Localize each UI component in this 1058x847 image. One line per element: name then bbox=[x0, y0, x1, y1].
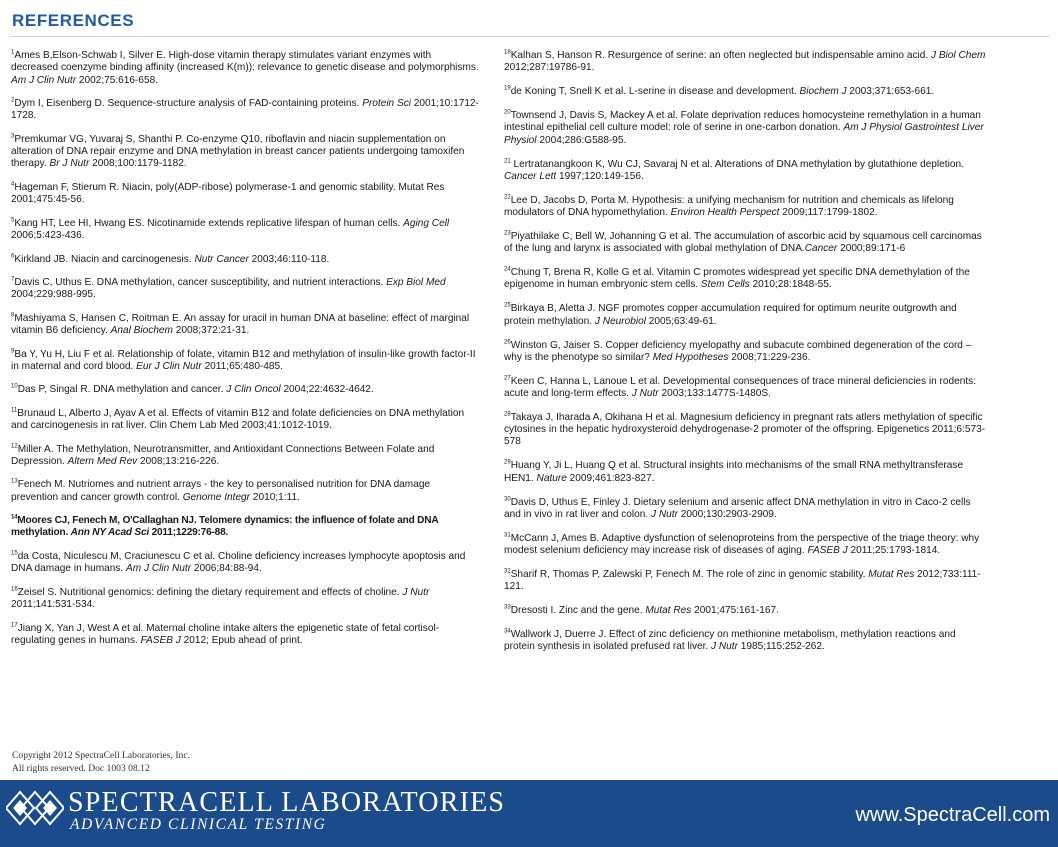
reference-item bbox=[11, 551, 479, 576]
reference-number: 23 bbox=[504, 230, 511, 237]
reference-text: Das P, Singal R. DNA methylation and cancer. bbox=[17, 384, 227, 396]
reference-text: 2008;100:1179-1182. bbox=[89, 158, 187, 170]
reference-text: Hageman F, Stierum R. Niacin, poly(ADP-ribose) polymerase-1 and genomic stability. Mutat Res 2001;475:45-56. bbox=[11, 181, 445, 206]
footer-banner bbox=[0, 780, 1058, 847]
journal-title: Nutr Cancer bbox=[194, 253, 249, 265]
rights-line: All rights reserved. Doc 1003 08.12 bbox=[12, 763, 150, 774]
reference-item bbox=[11, 50, 479, 87]
reference-text: Wallwork J, Duerre J. Effect of zinc deficiency on methionine metabolism, methylation reactions and protein synthesis in isolated prefused rat liver. bbox=[504, 629, 956, 653]
reference-text: 2002;75:616-658. bbox=[76, 74, 159, 86]
journal-title: J Nutr bbox=[631, 387, 659, 399]
journal-title: J Clin Oncol bbox=[226, 384, 281, 396]
journal-title: Environ Health Perspect bbox=[670, 207, 780, 219]
references-right-column bbox=[504, 50, 989, 665]
reference-number: 26 bbox=[504, 339, 511, 346]
title-divider bbox=[10, 36, 1050, 37]
website-link[interactable]: www.SpectraCell.com bbox=[855, 804, 1050, 826]
reference-item bbox=[504, 50, 989, 75]
reference-text: 2004;22:4632-4642. bbox=[280, 384, 374, 396]
journal-title: Br J Nutr bbox=[49, 158, 90, 170]
reference-item bbox=[11, 349, 479, 374]
reference-number: 15 bbox=[11, 550, 18, 557]
journal-title: J Nutr bbox=[711, 641, 738, 653]
reference-text: Brunaud L, Alberto J, Ayav A et al. Effects of vitamin B12 and folate deficiencies on DNA methylation and carcinogenesis in rat liver. Clin Chem Lab Med 2003;41:1012-1019. bbox=[11, 407, 465, 432]
reference-number: 19 bbox=[504, 85, 511, 92]
reference-item bbox=[504, 231, 989, 256]
reference-text: 2011;1229:76-88. bbox=[149, 527, 229, 539]
reference-text: Birkaya B, Aletta J. NGF promotes copper accumulation required for optimum neurite outgrowth and protein methylation. bbox=[504, 303, 957, 327]
reference-item bbox=[11, 479, 479, 504]
journal-title: J Neurobiol bbox=[594, 315, 646, 327]
reference-text: 2008;372:21-31. bbox=[172, 325, 250, 337]
reference-text: Lee D, Jacobs D, Porta M. Hypothesis: a unifying mechanism for nutrition and chemicals as lifelong modulators of DNA hypomethylation. bbox=[504, 194, 954, 219]
reference-number: 7 bbox=[11, 276, 15, 283]
reference-text: McCann J, Ames B. Adaptive dysfunction of selenoproteins from the perspective of the triage theory: why modest selenium deficiency may increase risk of diseases of aging. bbox=[504, 532, 980, 557]
journal-title: Anal Biochem bbox=[110, 325, 173, 337]
journal-title: J Nutr bbox=[402, 586, 430, 598]
reference-item bbox=[11, 98, 479, 123]
reference-text: Piyathilake C, Bell W, Johanning G et al. The accumulation of ascorbic acid by squamous cell carcinomas of the lung and larynx is associated with global methylation of DNA. bbox=[504, 230, 982, 255]
reference-item bbox=[504, 195, 989, 220]
reference-text: Townsend J, Davis S, Mackey A et al. Folate deprivation reduces homocysteine remethylation in a human intestinal epithelial cell culture model: role of serine in one-carbon donation. bbox=[504, 110, 981, 134]
reference-text: 2012; Epub ahead of print. bbox=[180, 634, 303, 646]
reference-text: Mashiyama S, Hansen C, Roitman E. An assay for uracil in human DNA at baseline: effect of marginal vitamin B6 deficiency. bbox=[11, 312, 470, 337]
reference-text: 2001;475:161-167. bbox=[691, 605, 779, 617]
reference-number: 25 bbox=[504, 302, 511, 309]
reference-text: Kalhan S, Hanson R. Resurgence of serine: an often neglected but indispensable amino acid. bbox=[510, 50, 931, 61]
journal-title: Genome Integr bbox=[182, 491, 251, 503]
reference-item bbox=[11, 515, 479, 540]
copyright-line: Copyright 2012 SpectraCell Laboratories, Inc. bbox=[12, 750, 190, 761]
journal-title: J Biol Chem bbox=[930, 50, 986, 61]
reference-text: Takaya J, Iharada A, Okihana H et al. Magnesium deficiency in pregnant rats atlers methylation of specific cytosines in the hepatic hydroxysteroid dehydrogenase-2 promoter of the offspring. Epigenetics 2011;6:573-578 bbox=[504, 411, 986, 448]
reference-number: 9 bbox=[11, 348, 15, 355]
reference-item bbox=[504, 376, 989, 401]
reference-number: 13 bbox=[11, 479, 18, 486]
journal-title: Aging Cell bbox=[403, 217, 450, 229]
brand-tagline: ADVANCED CLINICAL TESTING bbox=[70, 816, 327, 833]
reference-text: Davis D, Uthus E, Finley J. Dietary selenium and arsenic affect DNA methylation in vitro in Caco-2 cells and in vivo in rat liver and colon. bbox=[504, 496, 971, 520]
reference-text: Kirkland JB. Niacin and carcinogenesis. bbox=[14, 253, 195, 265]
reference-number: 30 bbox=[504, 496, 511, 503]
reference-number: 34 bbox=[504, 628, 511, 635]
reference-text: Davis C, Uthus E. DNA methylation, cancer susceptibility, and nutrient interactions. bbox=[14, 276, 387, 288]
reference-item bbox=[11, 623, 479, 648]
reference-number: 5 bbox=[11, 217, 15, 224]
copyright-notice bbox=[12, 749, 190, 775]
journal-title: Ann NY Acad Sci bbox=[70, 527, 149, 539]
reference-item bbox=[11, 384, 479, 396]
reference-text: 2003;46:110-118. bbox=[248, 253, 330, 265]
reference-number: 11 bbox=[11, 407, 18, 414]
reference-item bbox=[504, 267, 989, 292]
reference-item bbox=[11, 254, 479, 266]
spectracell-logo-icon bbox=[6, 788, 64, 828]
reference-text: 2008;71:229-236. bbox=[728, 351, 811, 363]
reference-text: 2009;461:823-827. bbox=[566, 472, 655, 484]
reference-number: 20 bbox=[504, 109, 511, 116]
reference-text: 2011;65:480-485. bbox=[201, 360, 283, 372]
reference-text: de Koning T, Snell K et al. L-serine in disease and development. bbox=[510, 86, 800, 98]
reference-text: Moores CJ, Fenech M, O'Callaghan NJ. Telomere dynamics: the influence of folate and DNA methylation. bbox=[11, 515, 439, 539]
reference-item bbox=[504, 412, 989, 449]
reference-number: 32 bbox=[504, 568, 511, 575]
reference-text: Ba Y, Yu H, Liu F et al. Relationship of folate, vitamin B12 and methylation of insulin-like growth factor-II in maternal and cord blood. bbox=[11, 348, 476, 372]
reference-item bbox=[11, 587, 479, 612]
reference-number: 2 bbox=[11, 97, 15, 104]
reference-item bbox=[11, 444, 479, 469]
page-title: REFERENCES bbox=[12, 11, 135, 30]
journal-title: Mutat Res bbox=[868, 568, 915, 580]
reference-text: 2004;286:G588-95. bbox=[536, 134, 627, 146]
brand-name: SPECTRACELL LABORATORIES bbox=[68, 787, 506, 818]
reference-number: 4 bbox=[11, 181, 15, 188]
journal-title: Nature bbox=[536, 472, 567, 484]
reference-item bbox=[504, 629, 989, 654]
reference-number: 1 bbox=[11, 49, 15, 56]
reference-item bbox=[504, 497, 989, 522]
reference-text: 2006;5:423-436. bbox=[11, 230, 85, 242]
reference-number: 10 bbox=[11, 383, 18, 390]
reference-number: 21 bbox=[504, 158, 511, 165]
reference-number: 14 bbox=[11, 514, 18, 521]
journal-title: Med Hypotheses bbox=[652, 351, 729, 363]
reference-text: Premkumar VG, Yuvaraj S, Shanthi P. Co-enzyme Q10, riboflavin and niacin supplementation on alteration of DNA repair enzyme and DNA methylation in breast cancer patients undergoing tamoxifen therapy. bbox=[11, 133, 465, 170]
reference-text: 2010;1:11. bbox=[250, 491, 300, 503]
reference-text: Huang Y, Ji L, Huang Q et al. Structural insights into mechanisms of the small RNA methyltransferase HEN1. bbox=[504, 460, 964, 484]
reference-text: 2011;25:1793-1814. bbox=[847, 545, 941, 557]
reference-number: 17 bbox=[11, 622, 18, 629]
reference-text: 2006;84:88-94. bbox=[191, 563, 262, 575]
journal-title: Protein Sci bbox=[362, 98, 411, 110]
reference-text: 2012;733:111-121. bbox=[504, 568, 981, 593]
reference-text: Dresosti I. Zinc and the gene. bbox=[510, 605, 646, 617]
reference-text: Kang HT, Lee HI, Hwang ES. Nicotinamide extends replicative lifespan of human cells. bbox=[14, 217, 404, 229]
reference-text: Jiang X, Yan J, West A et al. Maternal choline intake alters the epigenetic state of fetal cortisol-regulating genes in humans. bbox=[11, 622, 440, 646]
reference-number: 27 bbox=[504, 375, 511, 382]
reference-text: 2000;130:2903-2909. bbox=[677, 508, 777, 520]
reference-text: 2009;117:1799-1802. bbox=[779, 207, 878, 219]
reference-item bbox=[11, 182, 479, 207]
reference-number: 24 bbox=[504, 266, 511, 273]
reference-text: 2011;141:531-534. bbox=[11, 599, 96, 611]
reference-text: da Costa, Niculescu M, Craciunescu C et al. Choline deficiency increases lymphocyte apoptosis and DNA damage in humans. bbox=[11, 550, 466, 575]
reference-text: 2012;287:19786-91. bbox=[504, 62, 595, 74]
journal-title: Am J Clin Nutr bbox=[126, 563, 192, 575]
reference-number: 6 bbox=[11, 253, 15, 260]
reference-text: Lertratanangkoon K, Wu CJ, Savaraj N et al. Alterations of DNA methylation by glutathione depletion. bbox=[510, 158, 964, 170]
reference-number: 31 bbox=[504, 532, 511, 539]
reference-item bbox=[504, 340, 989, 365]
reference-item bbox=[504, 303, 989, 328]
reference-item bbox=[504, 460, 989, 485]
reference-text: Chung T, Brena R, Kolle G et al. Vitamin C promotes widespread yet specific DNA demethylation of the epigenome in human embryonic stem cells. bbox=[504, 267, 970, 291]
reference-text: 1985;115:252-262. bbox=[737, 641, 825, 653]
reference-number: 8 bbox=[11, 312, 15, 319]
reference-text: Sharif R, Thomas P, Zalewski P, Fenech M. The role of zinc in genomic stability. bbox=[510, 568, 869, 580]
journal-title: Cancer bbox=[804, 243, 838, 255]
reference-item bbox=[504, 86, 989, 98]
reference-text: 2003;371:653-661. bbox=[846, 86, 935, 98]
references-left-column bbox=[11, 50, 479, 658]
reference-text: 2000;89:171-6 bbox=[837, 243, 906, 255]
reference-text: 2008;13:216-226. bbox=[137, 455, 220, 467]
reference-number: 28 bbox=[504, 411, 511, 418]
journal-title: Am J Clin Nutr bbox=[11, 74, 77, 86]
reference-item bbox=[504, 110, 989, 147]
reference-item bbox=[11, 218, 479, 243]
reference-number: 12 bbox=[11, 443, 18, 450]
reference-text: 2010;28:1848-55. bbox=[749, 279, 832, 291]
reference-text: Miller A. The Methylation, Neurotransmitter, and Antioxidant Connections Between Folate and Depression. bbox=[11, 443, 435, 467]
reference-item bbox=[11, 313, 479, 338]
journal-title: Mutat Res bbox=[645, 605, 692, 617]
reference-text: 1997;120:149-156. bbox=[556, 170, 644, 182]
journal-title: Biochem J bbox=[799, 86, 847, 98]
reference-text: 2001;10:1712-1728. bbox=[11, 98, 479, 122]
reference-text: Dym I, Eisenberg D. Sequence-structure analysis of FAD-containing proteins. bbox=[14, 98, 363, 110]
reference-text: Keen C, Hanna L, Lanoue L et al. Developmental consequences of trace mineral deficiencies in rodents: acute and long-term effects. bbox=[504, 375, 977, 399]
journal-title: Am J Physiol Gastrointest Liver Physiol bbox=[504, 122, 984, 146]
reference-item bbox=[504, 159, 989, 184]
reference-text: 2003;133:1477S-1480S. bbox=[658, 387, 771, 399]
reference-text: 2004;229:988-995. bbox=[11, 289, 96, 301]
reference-number: 18 bbox=[504, 49, 511, 56]
reference-number: 3 bbox=[11, 133, 15, 140]
reference-number: 33 bbox=[504, 604, 511, 611]
journal-title: Exp Biol Med bbox=[386, 276, 446, 288]
reference-number: 16 bbox=[11, 586, 18, 593]
journal-title: Cancer Lett bbox=[504, 170, 557, 182]
journal-title: FASEB J bbox=[807, 545, 848, 557]
reference-text: Winston G, Jaiser S. Copper deficiency myelopathy and subacute combined degeneration of the cord – why is the phenotype so similar? bbox=[504, 339, 972, 363]
journal-title: Eur J Clin Nutr bbox=[136, 360, 202, 372]
reference-item bbox=[504, 569, 989, 594]
reference-number: 29 bbox=[504, 460, 511, 466]
reference-number: 22 bbox=[504, 194, 511, 201]
reference-item bbox=[11, 277, 479, 302]
reference-text: Zeisel S. Nutritional genomics: defining the dietary requirement and effects of choline. bbox=[17, 586, 403, 598]
journal-title: Stem Cells bbox=[700, 279, 750, 291]
reference-item bbox=[504, 533, 989, 558]
journal-title: FASEB J bbox=[140, 634, 181, 646]
reference-item bbox=[11, 134, 479, 171]
reference-text: 2005;63:49-61. bbox=[645, 315, 717, 327]
reference-item bbox=[504, 605, 989, 617]
reference-item bbox=[11, 408, 479, 433]
reference-text: Ames B,Elson-Schwab I, Silver E. High-dose vitamin therapy stimulates variant enzymes with decreased coenzyme binding affinity (increased K(m)): relevance to genetic disease and polymorphisms. bbox=[11, 50, 479, 74]
journal-title: J Nutr bbox=[651, 508, 678, 520]
reference-text: Fenech M. Nutriomes and nutrient arrays - the key to personalised nutrition for DNA damage prevention and cancer growth control. bbox=[11, 479, 431, 503]
journal-title: Altern Med Rev bbox=[67, 455, 138, 467]
